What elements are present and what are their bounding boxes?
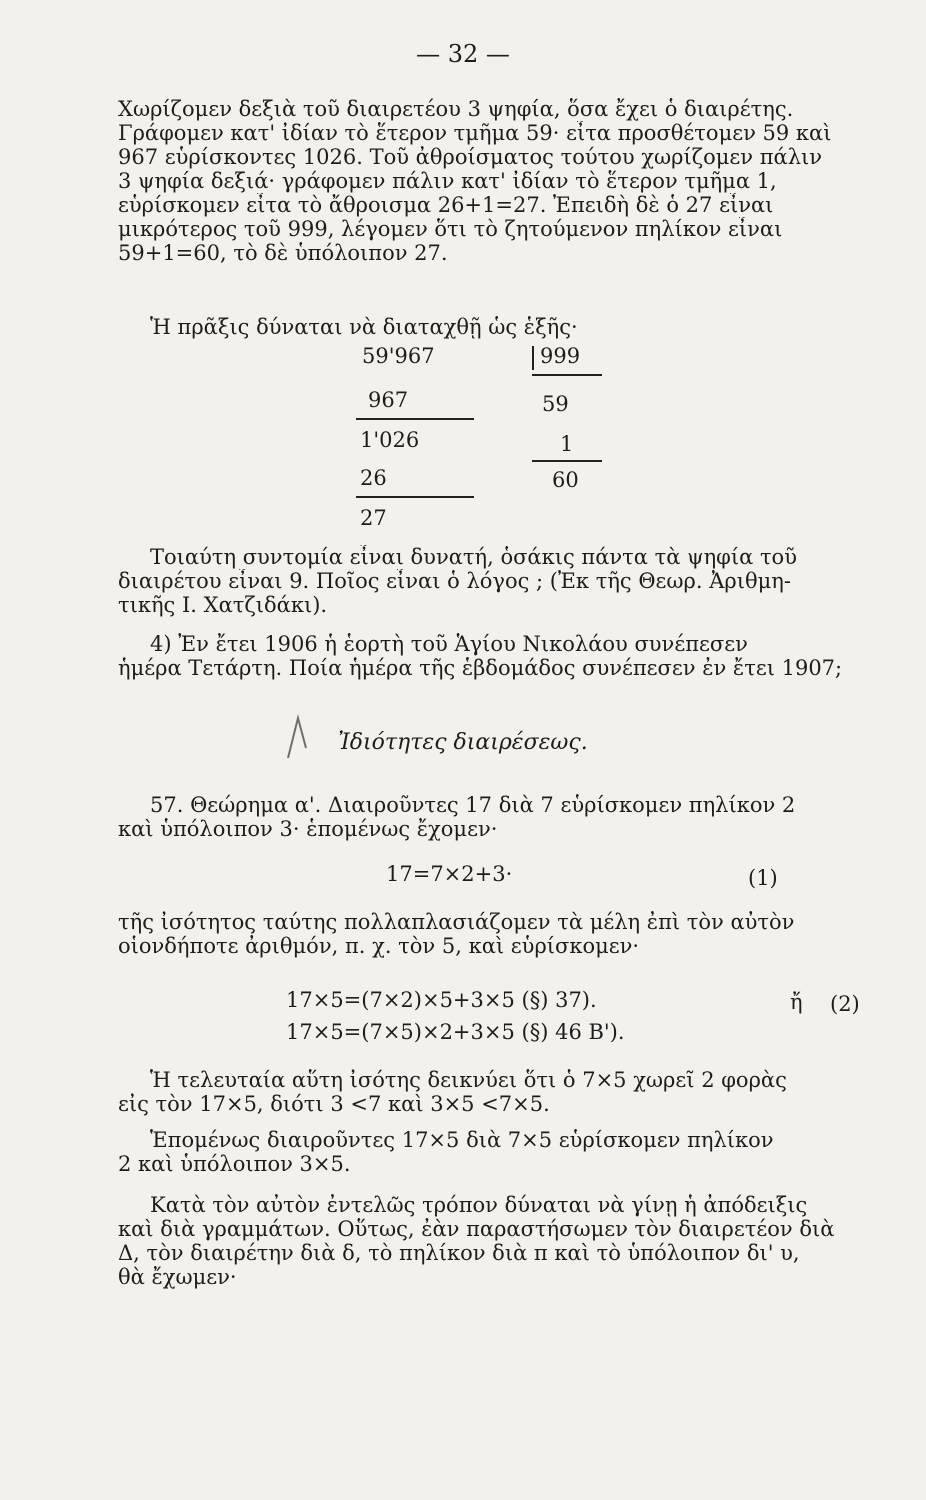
paragraph-multiply [118, 910, 878, 958]
equation-3: 17×5=(7×5)×2+3×5 (§) 46 Β'). [286, 1020, 625, 1044]
equation-2-tag: (2) [830, 992, 860, 1016]
text-line: Γράφομεν κατ' ἰδίαν τὸ ἕτερον τμῆμα 59· εἶτα προσθέτομεν 59 καὶ [118, 121, 832, 145]
equation-1-tag: (1) [748, 866, 778, 890]
paragraph-arrangement [118, 315, 878, 339]
equation-2-or: ἤ [790, 990, 803, 1014]
partial-1026: 1'026 [360, 428, 420, 452]
text-line: Ἡ πρᾶξις δύναται νὰ διαταχθῇ ὡς ἑξῆς· [150, 315, 578, 339]
divisor-rule [532, 374, 602, 376]
text-line: διαιρέτου εἶναι 9. Ποῖος εἶναι ὁ λόγος ; (Ἐκ τῆς Θεωρ. Ἀριθμη- [118, 569, 791, 593]
text-line: οἱονδήποτε ἀριθμόν, π. χ. τὸν 5, καὶ εὑρίσκομεν· [118, 934, 640, 958]
text-line: ἡμέρα Τετάρτη. Ποία ἡμέρα τῆς ἑβδομάδος συνέπεσεν ἐν ἔτει 1907; [118, 656, 843, 680]
text-line: εἰς τὸν 17×5, διότι 3 <7 καὶ 3×5 <7×5. [118, 1092, 550, 1116]
division-bar [532, 346, 534, 370]
text-line: Χωρίζομεν δεξιὰ τοῦ διαιρετέου 3 ψηφία, ὅσα ἔχει ὁ διαιρέτης. [118, 97, 794, 121]
text-line: τῆς ἰσότητος ταύτης πολλαπλασιάζομεν τὰ μέλη ἐπὶ τὸν αὐτὸν [118, 910, 795, 934]
partial-967: 967 [368, 388, 409, 412]
text-line: 2 καὶ ὑπόλοιπον 3×5. [118, 1152, 351, 1176]
quotient-rule [532, 460, 602, 462]
text-line: 967 εὑρίσκοντες 1026. Τοῦ ἀθροίσματος τούτου χωρίζομεν πάλιν [118, 145, 823, 169]
paragraph-consequence [118, 1128, 878, 1176]
equation-2: 17×5=(7×2)×5+3×5 (§) 37). [286, 988, 597, 1012]
remainder-27: 27 [360, 506, 387, 530]
text-line: 3 ψηφία δεξιά· γράφομεν πάλιν κατ' ἰδίαν τὸ ἕτερον τμῆμα 1, [118, 169, 777, 193]
divisor: 999 [540, 344, 581, 368]
page-number: — 32 — [416, 40, 510, 68]
paragraph-exercise-4 [118, 632, 878, 680]
text-line: καὶ ὑπόλοιπον 3· ἑπομένως ἔχομεν· [118, 817, 498, 841]
text-line: 57. Θεώρημα α'. Διαιροῦντες 17 διὰ 7 εὑρίσκομεν πηλίκον 2 [150, 793, 796, 817]
paragraph-letters [118, 1193, 878, 1289]
paragraph-note [118, 545, 878, 617]
paragraph-conclusion [118, 1068, 878, 1116]
equation-1: 17=7×2+3· [386, 862, 513, 886]
text-line: θὰ ἔχωμεν· [118, 1265, 237, 1289]
text-line: Κατὰ τὸν αὐτὸν ἐντελῶς τρόπον δύναται νὰ γίνῃ ἡ ἀπόδειξις [150, 1193, 808, 1217]
text-line: Δ, τὸν διαιρέτην διὰ δ, τὸ πηλίκον διὰ π καὶ τὸ ὑπόλοιπον δι' υ, [118, 1241, 800, 1265]
text-line: μικρότερος τοῦ 999, λέγομεν ὅτι τὸ ζητούμενον πηλίκον εἶναι [118, 217, 783, 241]
quotient-part-1: 1 [560, 432, 574, 456]
quotient-part-59: 59 [542, 392, 569, 416]
text-line: τικῆς Ι. Χατζιδάκι). [118, 593, 328, 617]
text-line: Ἡ τελευταία αὕτη ἰσότης δεικνύει ὅτι ὁ 7×5 χωρεῖ 2 φορὰς [150, 1068, 787, 1092]
text-line: εὑρίσκομεν εἶτα τὸ ἄθροισμα 26+1=27. Ἐπειδὴ δὲ ὁ 27 εἶναι [118, 193, 774, 217]
text-line: Τοιαύτη συντομία εἶναι δυνατή, ὁσάκις πάντα τὰ ψηφία τοῦ [150, 545, 797, 569]
text-line: καὶ διὰ γραμμάτων. Οὕτως, ἐὰν παραστήσωμεν τὸν διαιρετέον διὰ [118, 1217, 835, 1241]
text-line: 4) Ἐν ἔτει 1906 ἡ ἑορτὴ τοῦ Ἁγίου Νικολάου συνέπεσεν [150, 632, 748, 656]
sum-rule [356, 418, 474, 420]
text-line: 59+1=60, τὸ δὲ ὑπόλοιπον 27. [118, 241, 448, 265]
paragraph-theorem [118, 793, 878, 841]
dividend: 59'967 [362, 344, 435, 368]
remainder-rule [356, 496, 474, 498]
section-heading: Ἰδιότητες διαιρέσεως. [338, 730, 588, 755]
paragraph-method [118, 97, 878, 265]
quotient-60: 60 [552, 468, 579, 492]
text-line: Ἑπομένως διαιροῦντες 17×5 διὰ 7×5 εὑρίσκομεν πηλίκον [150, 1128, 774, 1152]
partial-26: 26 [360, 466, 387, 490]
